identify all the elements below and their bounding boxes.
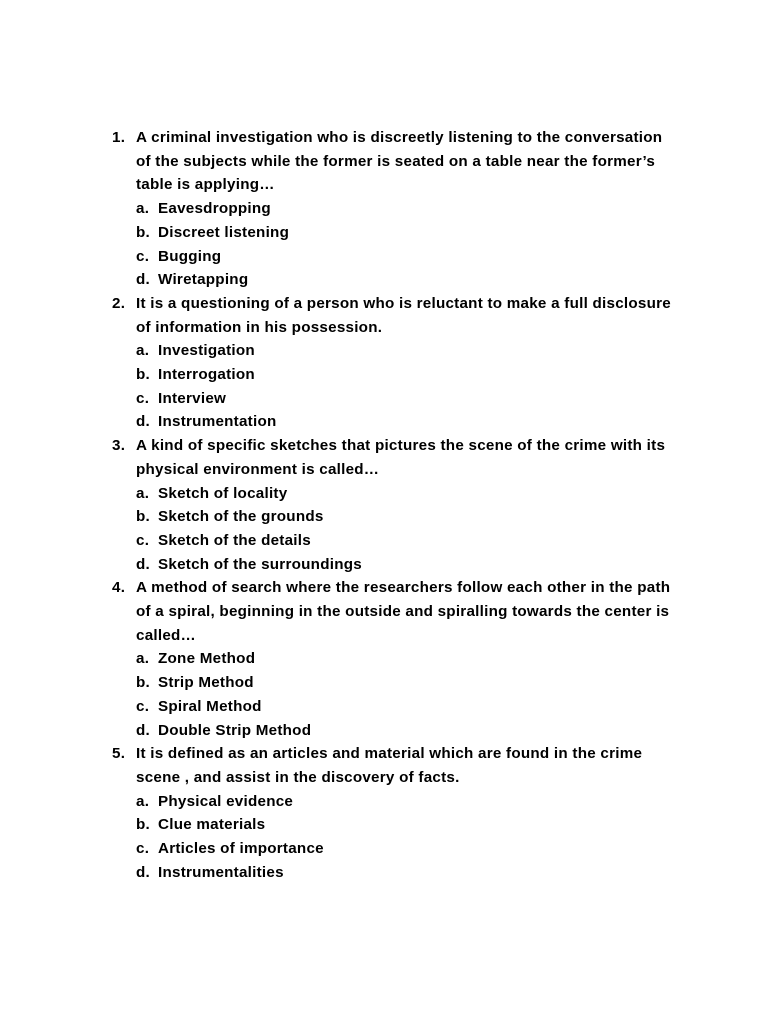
option-list (136, 790, 672, 885)
question-number: 5. (112, 745, 126, 763)
option-text: Interview (158, 389, 227, 407)
option-text: Wiretapping (158, 271, 249, 289)
option-item (136, 245, 672, 269)
question-item (112, 576, 672, 742)
option-item (136, 695, 672, 719)
option-item (136, 719, 672, 743)
option-item (136, 197, 672, 221)
option-letter: c. (136, 531, 150, 549)
option-item (136, 790, 672, 814)
option-letter: b. (136, 366, 150, 384)
question-item (112, 742, 672, 884)
question-text: A criminal investigation who is discreetly listening to the conversation of the subjects while the former is seated on a table near the former’s table is applying… (136, 129, 663, 194)
question-item (112, 126, 672, 292)
option-list (136, 197, 672, 292)
option-letter: a. (136, 484, 150, 502)
option-letter: c. (136, 840, 150, 858)
option-text: Sketch of the details (158, 531, 311, 549)
question-number: 3. (112, 437, 126, 455)
question-text: A method of search where the researchers follow each other in the path of a spiral, beginning in the outside and spiralling towards the center is called… (136, 579, 671, 644)
option-list (136, 482, 672, 577)
option-letter: c. (136, 247, 150, 265)
question-item (112, 292, 672, 434)
option-text: Eavesdropping (158, 200, 271, 218)
option-letter: a. (136, 792, 150, 810)
option-item (136, 647, 672, 671)
option-letter: d. (136, 413, 150, 431)
option-item (136, 221, 672, 245)
question-list (112, 126, 672, 885)
option-item (136, 861, 672, 885)
option-letter: a. (136, 650, 150, 668)
option-item (136, 482, 672, 506)
question-number: 4. (112, 579, 126, 597)
option-text: Sketch of the grounds (158, 508, 324, 526)
option-text: Strip Method (158, 674, 254, 692)
option-list (136, 339, 672, 434)
option-item (136, 553, 672, 577)
question-text: It is a questioning of a person who is reluctant to make a full disclosure of information in his possession. (136, 294, 671, 336)
question-number: 1. (112, 129, 126, 146)
option-letter: d. (136, 271, 150, 289)
option-text: Discreet listening (158, 223, 290, 241)
option-text: Instrumentalities (158, 863, 284, 881)
question-item (112, 434, 672, 576)
option-letter: c. (136, 389, 150, 407)
option-text: Clue materials (158, 816, 266, 834)
option-letter: b. (136, 816, 150, 834)
option-item (136, 671, 672, 695)
option-text: Zone Method (158, 650, 256, 668)
option-text: Double Strip Method (158, 721, 312, 739)
option-letter: d. (136, 555, 150, 573)
option-text: Sketch of locality (158, 484, 288, 502)
option-text: Instrumentation (158, 413, 277, 431)
option-text: Bugging (158, 247, 222, 265)
option-text: Spiral Method (158, 697, 262, 715)
option-letter: b. (136, 508, 150, 526)
option-text: Articles of importance (158, 840, 324, 858)
option-item (136, 529, 672, 553)
option-text: Sketch of the surroundings (158, 555, 362, 573)
option-text: Interrogation (158, 366, 255, 384)
option-item (136, 339, 672, 363)
question-number: 2. (112, 294, 126, 312)
option-letter: b. (136, 223, 150, 241)
option-letter: d. (136, 863, 150, 881)
option-text: Physical evidence (158, 792, 294, 810)
option-item (136, 837, 672, 861)
option-text: Investigation (158, 342, 255, 360)
option-list (136, 647, 672, 742)
option-letter: a. (136, 342, 150, 360)
option-item (136, 410, 672, 434)
option-item (136, 363, 672, 387)
option-letter: c. (136, 697, 150, 715)
question-text: A kind of specific sketches that pictures the scene of the crime with its physical environment is called… (136, 437, 666, 478)
option-item (136, 268, 672, 292)
option-item (136, 813, 672, 837)
option-item (136, 387, 672, 411)
option-letter: a. (136, 200, 150, 218)
question-text: It is defined as an articles and material which are found in the crime scene , and assist in the discovery of facts. (136, 745, 643, 786)
option-letter: d. (136, 721, 150, 739)
option-letter: b. (136, 674, 150, 692)
option-item (136, 505, 672, 529)
